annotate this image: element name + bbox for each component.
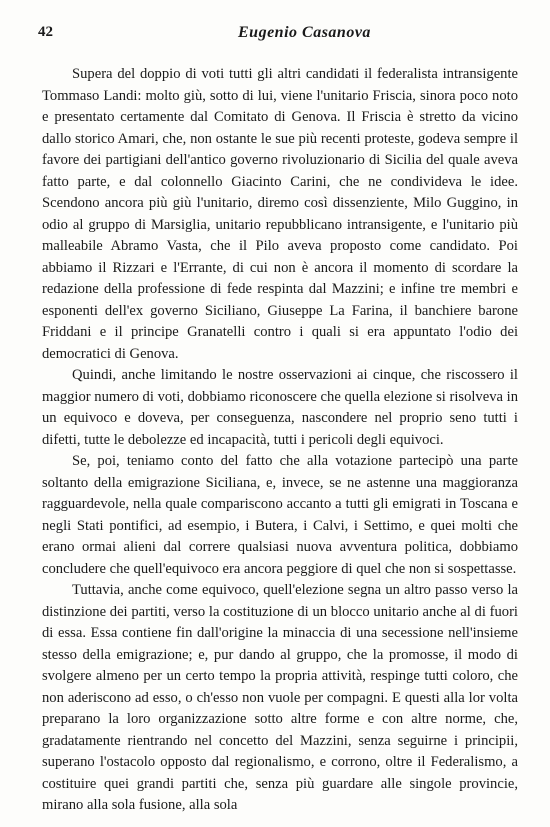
page-number: 42 [38, 24, 53, 40]
paragraph: Supera del doppio di voti tutti gli altri candidati il federalista intransigente Tommaso Landi: molto giù, sotto di lui, viene l'unitario Friscia, sinora poco noto e presentato certamente dal Comitato di Genova. Il Friscia è stretto da vicino dallo storico Amari, che, non ostante le sue più recenti proteste, godeva sempre il favore dei partigiani dell'antico governo rivoluzionario di Sicilia del quale aveva fatto parte, e dal colonnello Giacinto Carini, che ne condivideva le idee. Scendono ancora più giù l'unitario, diremo così dissenziente, Milo Guggino, in odio al gruppo di Marsiglia, unitario repubblicano intransigente, e l'unitario più malleabile Abramo Vasta, che il Pilo aveva proposto come candidato. Poi abbiamo il Rizzari e l'Errante, di cui non è ancora il momento di scordare la redazione della professione di fede respinta dal Mazzini; e infine tre membri e esponenti dell'ex governo Siciliano, Giuseppe La Farina, il banchiere barone Friddani e il principe Granatelli contro i quali si era appuntato l'odio dei democratici di Genova. [42, 66, 518, 362]
page-header [38, 24, 512, 48]
paragraph: Quindi, anche limitando le nostre osservazioni ai cinque, che riscossero il maggior numero di voti, dobbiamo riconoscere che quella elezione si risolveva in un equivoco e doveva, per conseguenza, nascondere nel proprio seno tutti i difetti, tutte le debolezze ed incapacità, tutti i pericoli degli equivoci. [42, 367, 518, 448]
paragraph: Se, poi, teniamo conto del fatto che alla votazione partecipò una parte soltanto della emigrazione Siciliana, e, invece, se ne astenne una maggioranza ragguardevole, nella quale compariscono accanto a tutti gli emigrati in Toscana e negli Stati pontifici, ad esempio, i Butera, i Calvi, i Settimo, e quei molti che erano ormai alieni dal correre qualsiasi nuova avventura politica, dobbiamo concludere che quell'equivoco era ancora peggiore di quel che non si sospettasse. [42, 453, 518, 577]
running-head: Eugenio Casanova [238, 24, 371, 41]
paragraph: Tuttavia, anche come equivoco, quell'elezione segna un altro passo verso la distinzione dei partiti, verso la costituzione di un blocco unitario anche al di fuori di essa. Essa contiene fin dall'origine la minaccia di una secessione nell'insieme stesso della emigrazione; e, pur dando al gruppo, che la promosse, il modo di svolgere almeno per un certo tempo la propria attività, respinge tutti coloro, che non aderiscono ad esso, o ch'esso non vuole per compagni. E questi alla lor volta preparano la loro organizzazione sotto altre forme e con altre norme, che, gradatamente rientrando nel concetto del Mazzini, senza seguirne i principii, superano l'ostacolo opposto dal regionalismo, e corrono, oltre il Federalismo, a costituire quei grandi partiti che, senza più guardare alle singole provincie, mirano alla sola fusione, alla sola [42, 582, 518, 813]
body-text [42, 64, 518, 817]
